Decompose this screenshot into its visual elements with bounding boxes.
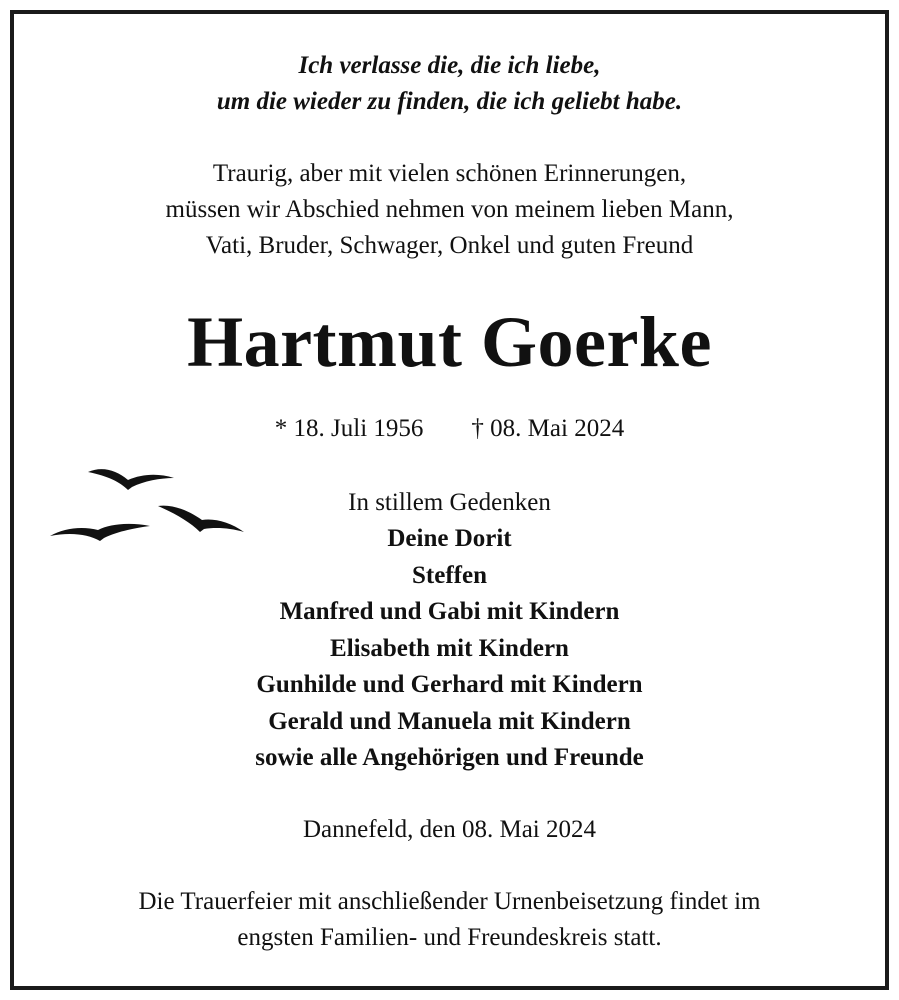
mourner-line: sowie alle Angehörigen und Freunde [255, 744, 644, 771]
motto-line-2: um die wieder zu finden, die ich geliebt habe. [216, 88, 683, 115]
mourner-line: Gunhilde und Gerhard mit Kindern [256, 671, 643, 698]
mourner-line: Manfred und Gabi mit Kindern [279, 598, 620, 625]
death-date: † 08. Mai 2024 [471, 415, 625, 442]
mourner-line: Steffen [412, 561, 487, 589]
mourner-line: Elisabeth mit Kindern [330, 634, 569, 662]
obituary-frame [10, 10, 889, 990]
remembrance-heading: In stillem Gedenken [348, 489, 551, 516]
deceased-name: Hartmut Goerke [187, 302, 712, 382]
mourner-line: Deine Dorit [387, 525, 512, 552]
obituary-content [14, 14, 885, 986]
birth-date: * 18. Juli 1956 [274, 415, 424, 442]
mourner-line: Gerald und Manuela mit Kindern [268, 707, 631, 735]
intro-line-1: Traurig, aber mit vielen schönen Erinnerungen, [212, 160, 687, 187]
place-and-date: Dannefeld, den 08. Mai 2024 [303, 816, 596, 843]
life-dates [14, 411, 885, 447]
intro-line-2: müssen wir Abschied nehmen von meinem lieben Mann, [165, 196, 734, 223]
ceremony-line-2: engsten Familien- und Freundeskreis statt. [237, 924, 662, 951]
intro-line-3: Vati, Bruder, Schwager, Onkel und guten Freund [205, 232, 694, 259]
motto-line-1: Ich verlasse die, die ich liebe, [298, 52, 601, 79]
ceremony-line-1: Die Trauerfeier mit anschließender Urnenbeisetzung findet im [138, 888, 761, 915]
